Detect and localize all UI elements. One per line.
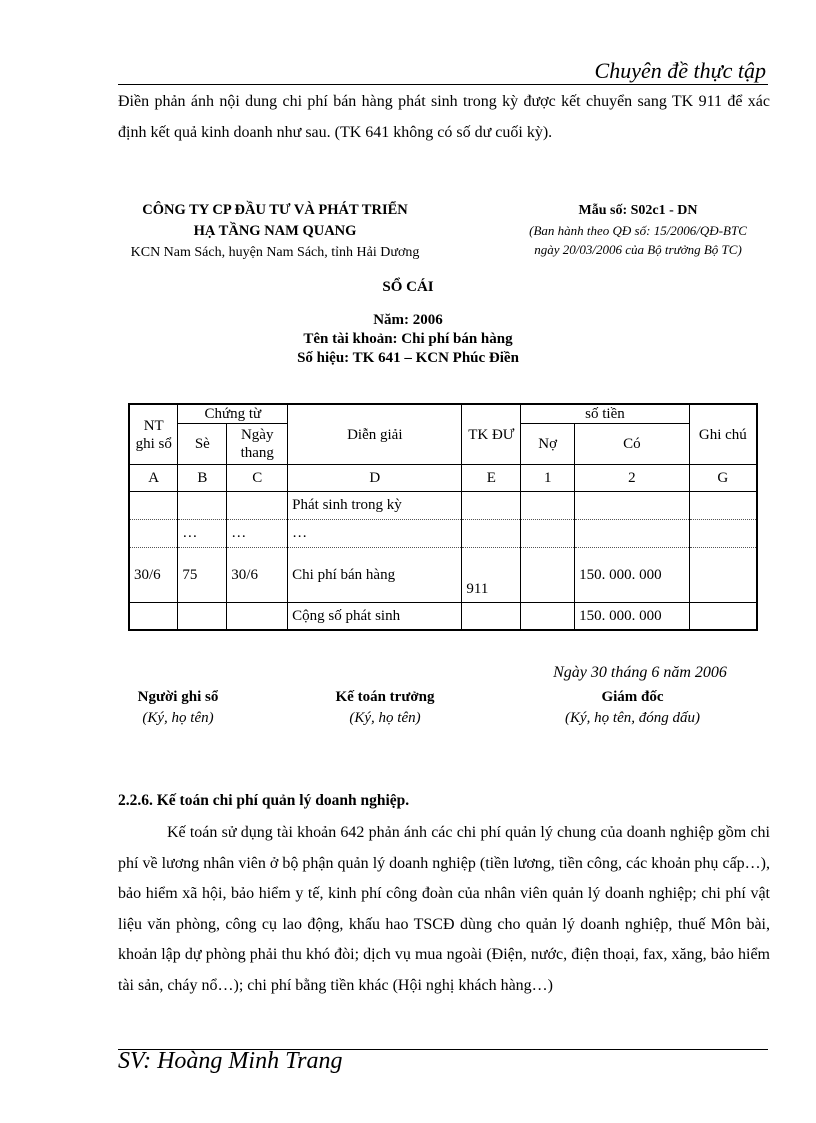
header-no: Nợ: [521, 424, 575, 465]
recorder-subtitle: (Ký, họ tên): [142, 710, 214, 726]
cell-so: 75: [178, 548, 227, 603]
letter-cell: E: [462, 465, 521, 492]
letter-cell: 1: [521, 465, 575, 492]
letter-cell: B: [178, 465, 227, 492]
accountant-title: Kế toán trưởng: [335, 689, 435, 705]
cell-tk: 911: [462, 548, 521, 603]
footer-student: SV: Hoàng Minh Trang: [118, 1048, 343, 1074]
cell-so: [178, 492, 227, 520]
cell-ngay: [227, 603, 288, 631]
cell-co: 150. 000. 000: [575, 548, 690, 603]
ledger-account-name: Tên tài khoản: Chi phí bán hàng: [303, 331, 513, 347]
intro-paragraph: Điền phản ánh nội dung chi phí bán hàng phát sinh trong kỳ được kết chuyển sang TK 911 để xác định kết quả kinh doanh như sau. (TK 641 không có số dư cuối kỳ).: [118, 93, 770, 141]
letter-cell: D: [288, 465, 462, 492]
cell-co: [575, 492, 690, 520]
cell-nt: 30/6: [129, 548, 178, 603]
form-code: Mẫu số: S02c1 - DN: [578, 203, 698, 218]
header-tk: TK ĐƯ: [462, 404, 521, 465]
ledger-title: SỔ CÁI: [382, 279, 434, 295]
form-note-2: ngày 20/03/2006 của Bộ trưởng Bộ TC): [534, 242, 742, 257]
ledger-account-code: Số hiệu: TK 641 – KCN Phúc Điền: [297, 350, 519, 366]
form-note-1: (Ban hành theo QĐ số: 15/2006/QĐ-BTC: [529, 223, 747, 238]
header-dien-giai: Diễn giải: [288, 404, 462, 465]
cell-ghi-chu: [689, 548, 757, 603]
cell-dien-giai: Chi phí bán hàng: [288, 548, 462, 603]
cell-nt: [129, 492, 178, 520]
header-so: Sè: [178, 424, 227, 465]
cell-ghi-chu: [689, 603, 757, 631]
header-ngay: Ngày thang: [227, 424, 288, 465]
cell-ghi-chu: [689, 520, 757, 548]
cell-nt: [129, 520, 178, 548]
cell-so: [178, 603, 227, 631]
cell-no: [521, 492, 575, 520]
cell-ngay: 30/6: [227, 548, 288, 603]
cell-dien-giai: …: [288, 520, 462, 548]
table-row: [129, 520, 757, 548]
cell-dien-giai: Phát sinh trong kỳ: [288, 492, 462, 520]
cell-no: [521, 603, 575, 631]
header-divider: [118, 84, 768, 85]
section-heading: 2.2.6. Kế toán chi phí quản lý doanh nghiệp.: [118, 792, 410, 809]
director-subtitle: (Ký, họ tên, đóng dấu): [565, 710, 700, 726]
company-block: [100, 200, 450, 263]
ledger-meta: [0, 311, 816, 368]
cell-nt: [129, 603, 178, 631]
company-name-line2: HẠ TẦNG NAM QUANG: [193, 223, 357, 239]
header-co: Có: [575, 424, 690, 465]
cell-dien-giai: Cộng số phát sinh: [288, 603, 462, 631]
signature-date: Ngày 30 tháng 6 năm 2006: [553, 664, 727, 681]
cell-tk: [462, 603, 521, 631]
cell-ngay: [227, 492, 288, 520]
header-ghi-chu: Ghi chú: [689, 404, 757, 465]
header-so-tien: số tiền: [521, 404, 689, 424]
letter-cell: G: [689, 465, 757, 492]
form-code-block: [488, 200, 788, 259]
section-body: Kế toán sử dụng tài khoản 642 phản ánh các chi phí quản lý chung của doanh nghiệp gồm chi phí về lương nhân viên ở bộ phận quản lý doanh nghiệp (tiền lương, tiền công, các khoản phụ cấp…), bảo hiểm xã hội, bảo hiểm y tế, kinh phí công đoàn của nhân viên quản lý doanh nghiệp; chi phí vật liệu văn phòng, công cụ lao động, khấu hao TSCĐ dùng cho quản lý doanh nghiệp, thuế Môn bài, khoản lập dự phòng phải thu khó đòi; dịch vụ mua ngoài (Điện, nước, điện thoại, fax, xăng, bảo hiểm tài sản, cháy nổ…); chi phí bằng tiền khác (Hội nghị khách hàng…): [118, 824, 770, 994]
cell-so: …: [178, 520, 227, 548]
cell-ghi-chu: [689, 492, 757, 520]
director-title: Giám đốc: [601, 689, 664, 705]
company-address: KCN Nam Sách, huyện Nam Sách, tỉnh Hải Dương: [130, 245, 420, 260]
cell-co: 150. 000. 000: [575, 603, 690, 631]
letter-cell: C: [227, 465, 288, 492]
cell-ngay: …: [227, 520, 288, 548]
header-voucher: Chứng từ: [178, 404, 288, 424]
signature-accountant: [310, 687, 460, 729]
ledger-year: Năm: 2006: [373, 312, 443, 328]
header-nt: NT ghi sổ: [129, 404, 178, 465]
table-row: [129, 492, 757, 520]
letter-cell: 2: [575, 465, 690, 492]
page-header-title: Chuyên đề thực tập: [594, 58, 766, 83]
cell-tk: [462, 492, 521, 520]
signature-recorder: [108, 687, 248, 729]
cell-no: [521, 520, 575, 548]
company-name-line1: CÔNG TY CP ĐẦU TƯ VÀ PHÁT TRIỂN: [142, 202, 408, 218]
ledger-table: [128, 403, 758, 631]
accountant-subtitle: (Ký, họ tên): [349, 710, 421, 726]
table-row-total: [129, 603, 757, 631]
signature-director: [520, 687, 745, 729]
cell-co: [575, 520, 690, 548]
table-row: [129, 548, 757, 603]
cell-tk: [462, 520, 521, 548]
cell-no: [521, 548, 575, 603]
letter-cell: A: [129, 465, 178, 492]
recorder-title: Người ghi sổ: [137, 689, 219, 705]
